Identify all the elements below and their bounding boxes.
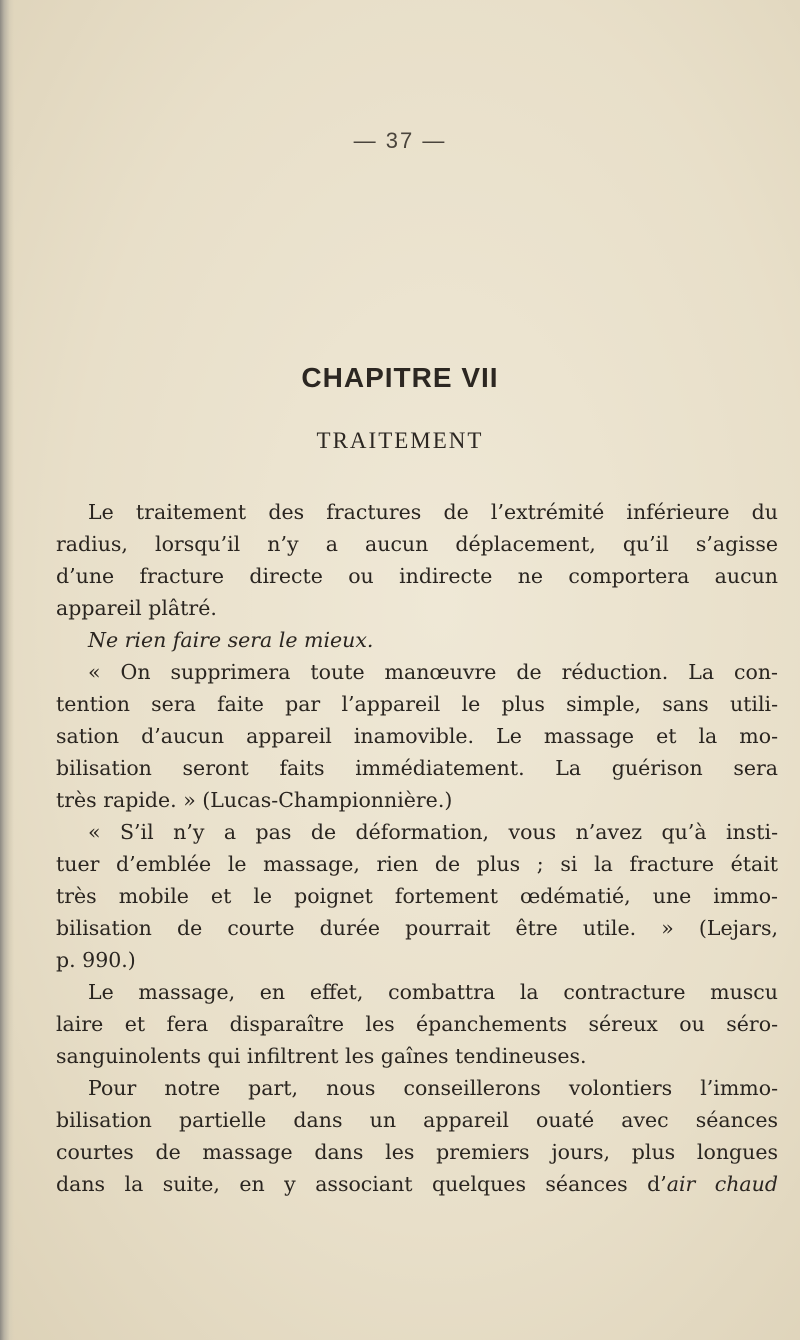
text-line: Le traitement des fractures de l’extrémité inférieure du	[88, 500, 778, 524]
text-line: p. 990.)	[56, 948, 136, 972]
body-text	[56, 496, 778, 1200]
text-line-final-italic: air chaud	[666, 1172, 778, 1196]
text-line: tuer d’emblée le massage, rien de plus ; si la fracture était	[56, 852, 778, 876]
text-line: très mobile et le poignet fortement œdématié, une immo-	[56, 884, 778, 908]
text-line-emphasis: Ne rien faire sera le mieux.	[88, 628, 374, 652]
text-line: « S’il n’y a pas de déformation, vous n’avez qu’à insti-	[88, 820, 778, 844]
text-line-final	[56, 1168, 778, 1200]
text-line: bilisation de courte durée pourrait être utile. » (Lejars,	[56, 916, 778, 940]
text-line: bilisation seront faits immédiatement. La guérison sera	[56, 756, 778, 780]
text-line: courtes de massage dans les premiers jours, plus longues	[56, 1140, 778, 1164]
text-line: très rapide. » (Lucas-Championnière.)	[56, 788, 453, 812]
text-line: Pour notre part, nous conseillerons volontiers l’immo-	[88, 1076, 778, 1100]
page-binding-edge	[0, 0, 14, 1340]
text-line: laire et fera disparaître les épanchements séreux ou séro-	[56, 1012, 778, 1036]
text-line: d’une fracture directe ou indirecte ne comportera aucun	[56, 564, 778, 588]
text-line: appareil plâtré.	[56, 596, 217, 620]
text-line: bilisation partielle dans un appareil ouaté avec séances	[56, 1108, 778, 1132]
text-line: sation d’aucun appareil inamovible. Le massage et la mo-	[56, 724, 778, 748]
text-line: tention sera faite par l’appareil le plus simple, sans utili-	[56, 692, 778, 716]
text-line-final-start: dans la suite, en y associant quelques séances d’	[56, 1172, 667, 1196]
text-line: « On supprimera toute manœuvre de réduction. La con-	[88, 660, 778, 684]
text-line: radius, lorsqu’il n’y a aucun déplacement, qu’il s’agisse	[56, 532, 778, 556]
text-line: Le massage, en effet, combattra la contracture muscu	[88, 980, 778, 1004]
chapter-title: CHAPITRE VII	[301, 362, 499, 393]
page-number: — 37 —	[353, 128, 447, 153]
text-line: sanguinolents qui infiltrent les gaînes tendineuses.	[56, 1044, 587, 1068]
section-title: TRAITEMENT	[316, 428, 484, 453]
